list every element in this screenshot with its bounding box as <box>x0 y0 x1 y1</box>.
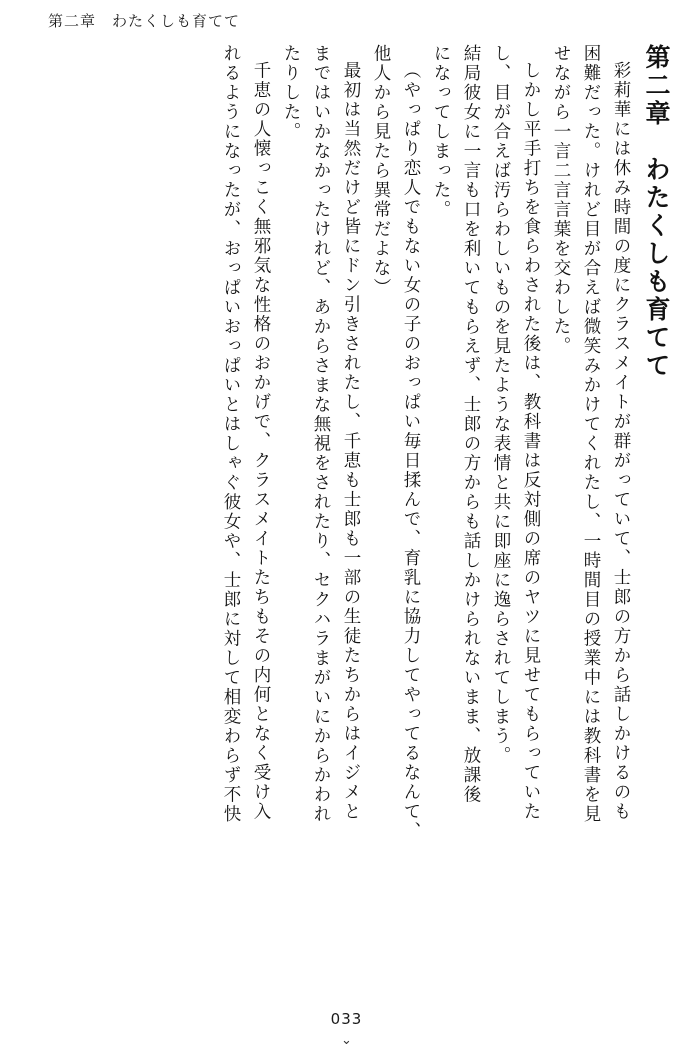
running-head: 第二章 わたくしも育てて <box>48 12 241 30</box>
body-line: 他人から見たら異常だよな） <box>371 44 391 298</box>
body-line: 千恵の人懐っこく無邪気な性格のおかげで、クラスメイトたちもその内何となく受け入 <box>251 61 271 822</box>
page-bottom-mark: ⌄ <box>341 1033 352 1048</box>
chapter-heading: 第二章 わたくしも育てて <box>642 44 671 380</box>
body-line: 困難だった。けれど目が合えば微笑みかけてくれたし、一時間目の授業中には教科書を見 <box>581 44 601 824</box>
body-line: 最初は当然だけど皆にドン引きされたし、千恵も士郎も一部の生徒たちからはイジメと <box>341 61 361 822</box>
body-line: （やっぱり恋人でもない女の子のおっぱい毎日揉んで、育乳に協力してやってるなんて、 <box>401 61 421 841</box>
vertical-text-body <box>34 44 669 994</box>
body-line: 結局彼女に一言も口を利いてもらえず、士郎の方からも話しかけられないまま、放課後 <box>461 44 481 805</box>
body-line: し、目が合えば汚らわしいものを見たような表情と共に即座に逸らされてしまう。 <box>491 44 511 766</box>
body-line: まではいかなかったけれど、あからさまな無視をされたり、セクハラまがいにからかわれ <box>311 44 331 824</box>
body-line: たりした。 <box>281 44 301 142</box>
body-line: になってしまった。 <box>431 44 451 220</box>
body-line: しかし平手打ちを食らわされた後は、教科書は反対側の席のヤツに見せてもらっていた <box>521 61 541 822</box>
body-line: せながら一言二言言葉を交わした。 <box>551 44 571 356</box>
body-line: 彩莉華には休み時間の度にクラスメイトが群がっていて、士郎の方から話しかけるのも <box>611 61 631 822</box>
page-number: 033 <box>330 1010 363 1028</box>
body-line: れるようになったが、おっぱいおっぱいとはしゃぐ彼女や、士郎に対して相変わらず不快 <box>221 44 241 824</box>
